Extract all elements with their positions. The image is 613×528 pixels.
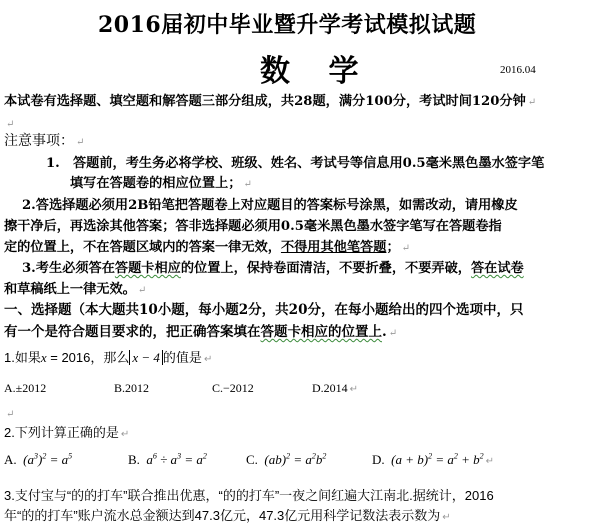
return-mark-icon: ↵ xyxy=(243,179,252,190)
return-mark-icon: ↵ xyxy=(6,409,15,420)
notice-item-3-wavy-1: 答题卡相应 xyxy=(114,261,181,276)
return-mark-icon: ↵ xyxy=(485,456,495,467)
notice-heading-text: 注意事项： xyxy=(4,133,74,149)
q3-line-2-text: 年“的的打车”账户流水总金额达到47.3亿元，47.3亿元用科学记数法表示数为 xyxy=(4,508,441,523)
notice-item-3-line-1 xyxy=(22,257,524,276)
notice-item-3-line-2 xyxy=(4,278,146,297)
q2-option-d-formula: $(a + b)^2 = a^2 + b^2$ xyxy=(387,451,484,467)
question-1-stem xyxy=(4,347,212,366)
notice-item-3-line-2-text: 和草稿纸上一律无效。 xyxy=(4,282,136,297)
q2-option-c-formula: $(ab)^2 = a^2b^2$ xyxy=(261,451,327,467)
intro-text: 本试卷有选择题、填空题和解答题三部分组成，共28题，满分100分，考试时间120分钟 xyxy=(4,94,526,109)
section-1-line-2 xyxy=(4,320,397,340)
return-mark-icon: ↵ xyxy=(442,512,451,523)
q1-stem-a: 1.如果 xyxy=(4,350,41,365)
q2-option-d xyxy=(372,452,494,468)
return-mark-icon: ↵ xyxy=(349,384,359,395)
q1-stem-b: 的值是 xyxy=(162,350,202,365)
notice-item-2-line-3a: 定的位置上，不在答题区域内的答案一律无效， xyxy=(4,240,281,255)
q1-option-b: B.2012 xyxy=(114,381,150,395)
blank-line xyxy=(4,402,14,421)
exam-date: 2016.04 xyxy=(500,64,536,76)
q1-option-c: C.−2012 xyxy=(212,381,254,395)
q1-abs-expression: x − 4 xyxy=(129,350,163,365)
return-mark-icon: ↵ xyxy=(6,119,15,130)
q1-var-x: x xyxy=(40,350,47,365)
notice-item-3-wavy-2: 答在试卷 xyxy=(470,261,524,276)
section-1-line-2a: 有一个是符合题目要求的，把正确答案填在 xyxy=(4,324,261,340)
notice-item-2-line-1: 2.答选择题必须用2B铅笔把答题卷上对应题目的答案标号涂黑，如需改动，请用橡皮 xyxy=(22,198,518,213)
q2-option-b xyxy=(128,452,207,468)
section-1-period: . xyxy=(382,324,387,340)
q2-option-b-label: B. xyxy=(128,452,140,467)
return-mark-icon: ↵ xyxy=(137,285,147,296)
question-3-line-2 xyxy=(4,505,451,524)
q2-option-c-label: C. xyxy=(246,452,258,467)
notice-item-3-c: 的位置上，保持卷面清洁，不要折叠，不要弄破， xyxy=(180,261,471,276)
q1-option-d-text: D.2014 xyxy=(312,381,348,395)
return-mark-icon: ↵ xyxy=(388,328,398,339)
exam-title: 2016届初中毕业暨升学考试模拟试题 xyxy=(98,12,477,38)
question-2-stem xyxy=(4,422,129,441)
notice-item-2-underlined: 不得用其他笔答题 xyxy=(280,240,387,255)
q2-stem-text: 2.下列计算正确的是 xyxy=(4,425,119,440)
intro-line xyxy=(4,90,536,109)
q1-option-a: A.±2012 xyxy=(4,381,47,395)
notice-item-1-line-2-text: 填写在答题卷的相应位置上； xyxy=(70,176,242,191)
q2-option-a xyxy=(4,452,72,468)
q2-option-c xyxy=(246,452,326,468)
notice-item-2-line-3 xyxy=(4,236,410,255)
notice-heading xyxy=(4,130,84,150)
section-1-line-1: 一、选择题（本大题共10小题，每小题2分，共20分，在每小题给出的四个选项中，只 xyxy=(4,302,524,318)
return-mark-icon: ↵ xyxy=(76,137,85,148)
notice-item-3-a: 3.考生必须答在 xyxy=(22,261,115,276)
subject-title: 数 学 xyxy=(260,54,373,89)
return-mark-icon: ↵ xyxy=(120,429,130,440)
notice-item-2-line-3c: ； xyxy=(386,240,400,255)
q2-option-a-formula: $(a^3)^2 = a^5$ xyxy=(19,451,73,467)
blank-line xyxy=(4,112,14,131)
return-mark-icon: ↵ xyxy=(527,97,537,108)
notice-item-1-line-1: 1. 答题前，考生务必将学校、班级、姓名、考试号等信息用0.5毫米黑色墨水签字笔 xyxy=(46,156,545,171)
question-3-line-1: 3.支付宝与“的的打车”联合推出优惠，“的的打车”一夜之间红遍大江南北.据统计，2016 xyxy=(4,488,494,503)
section-1-wavy: 答题卡相应的位置上 xyxy=(260,324,382,340)
return-mark-icon: ↵ xyxy=(401,243,411,254)
q2-option-d-label: D. xyxy=(372,452,385,467)
return-mark-icon: ↵ xyxy=(203,354,213,365)
q1-option-d xyxy=(312,381,358,396)
q2-option-a-label: A. xyxy=(4,452,17,467)
q1-stem-eq: = 2016，那么 xyxy=(46,350,130,365)
notice-item-1-line-2 xyxy=(70,172,252,191)
notice-item-2-line-2: 擦干净后，再选涂其他答案；答非选择题必须用0.5毫米黑色墨水签字笔写在答题卷指 xyxy=(4,219,502,234)
q2-option-b-formula: $a^6 \div a^3 = a^2$ xyxy=(143,451,207,467)
